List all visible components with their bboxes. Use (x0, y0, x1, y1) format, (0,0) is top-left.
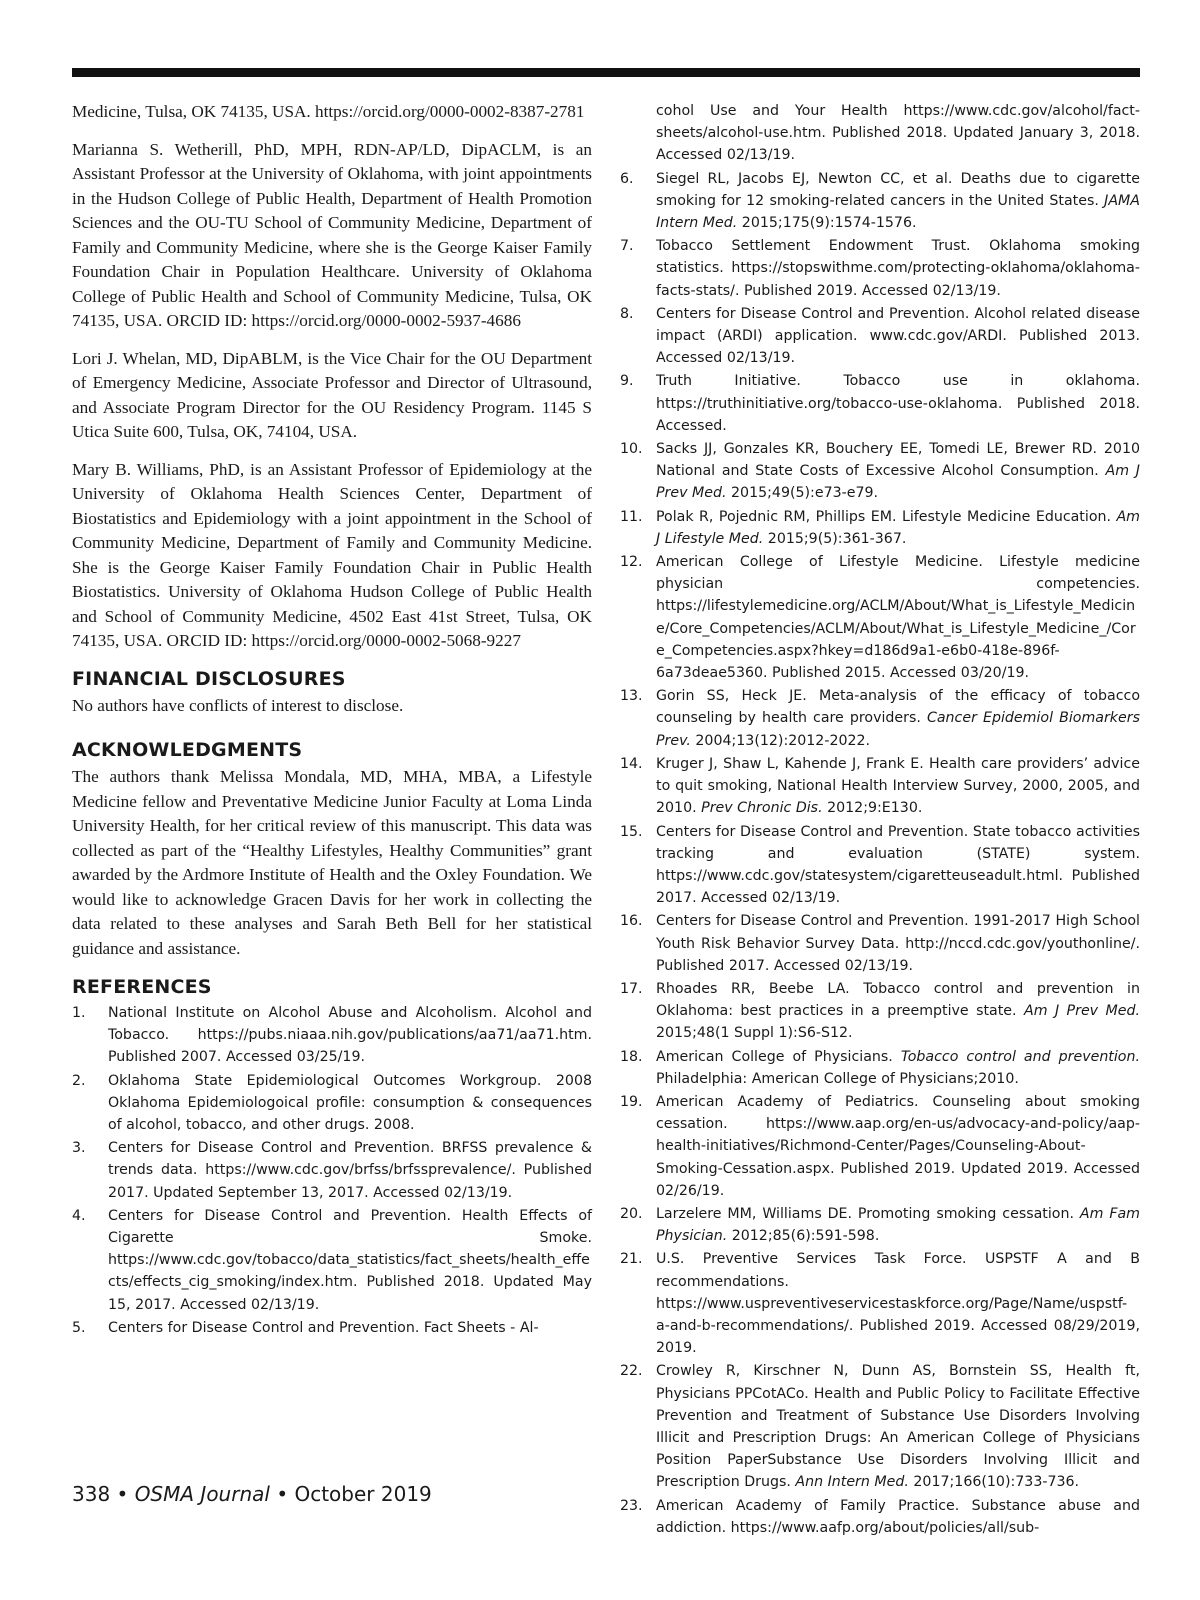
reference-item (620, 551, 1140, 684)
reference-item (620, 1248, 1140, 1359)
reference-text: Centers for Disease Control and Prevention. Alcohol related disease impact (ARDI) application. www.cdc.gov/ARDI. Published 2013. Accessed 02/13/19. (656, 305, 1140, 367)
reference-text: Rhoades RR, Beebe LA. Tobacco control and prevention in Oklahoma: best practices in a preemptive state. (656, 980, 1140, 1020)
reference-citation: 2015;175(9):1574-1576. (737, 215, 917, 232)
reference-number: 2. (72, 1072, 86, 1089)
left-column (72, 100, 592, 1340)
reference-text: Centers for Disease Control and Prevention. State tobacco activities tracking and evaluation (STATE) system. https://www.cdc.gov/statesystem/cigaretteuseadult.html. Published 2017. Accessed 02/13/19. (656, 823, 1140, 907)
reference-number: 3. (72, 1140, 86, 1157)
reference-item (620, 753, 1140, 820)
reference-journal: Am J Prev Med. (656, 463, 1140, 502)
reference-text: Kruger J, Shaw L, Kahende J, Frank E. Health care providers’ advice to quit smoking, National Health Interview Survey, 2000, 2005, and 2010. (656, 755, 1140, 817)
reference-number: 1. (72, 1005, 86, 1021)
reference-item (620, 506, 1140, 550)
reference-text: Truth Initiative. Tobacco use in oklahoma. https://truthinitiative.org/tobacco-use-oklahoma. Published 2018. Accessed. (656, 373, 1140, 434)
reference-item (72, 1317, 592, 1339)
references-list-right (620, 168, 1140, 1539)
reference-item (620, 1360, 1140, 1493)
reference-text: Centers for Disease Control and Prevention. BRFSS prevalence & trends data. https://www.cdc.gov/brfss/brfssprevalence/. Published 2017. Updated September 13, 2017. Accessed 02/13/19. (108, 1140, 592, 1201)
page-number: 338 • (72, 1482, 129, 1506)
reference-item (620, 235, 1140, 302)
reference-text: National Institute on Alcohol Abuse and Alcoholism. Alcohol and Tobacco. https://pubs.niaaa.nih.gov/publications/aa71/aa71.htm. Published 2007. Accessed 03/25/19. (108, 1005, 592, 1066)
reference-citation: 2004;13(12):2012-2022. (690, 732, 871, 749)
reference-citation: 2015;49(5):e73-e79. (726, 485, 879, 502)
page-footer (72, 1482, 432, 1506)
reference-number: 8. (620, 305, 634, 322)
reference-item (72, 1070, 592, 1137)
reference-item (620, 1091, 1140, 1202)
reference-number: 15. (620, 823, 643, 840)
reference-item (620, 168, 1140, 235)
reference-item (620, 910, 1140, 977)
acknowledgments-heading: ACKNOWLEDGMENTS (72, 739, 303, 761)
reference-journal: Am Fam Physician. (656, 1205, 1140, 1245)
reference-number: 12. (620, 554, 643, 571)
bio-paragraph: Marianna S. Wetherill, PhD, MPH, RDN-AP/LD, DipACLM, is an Assistant Professor at the University of Oklahoma, with joint appointments in the Hudson College of Public Health, Department of Health Promotion Sciences and the OU-TU School of Community Medicine, Department of Family and Community Medicine, where she is the George Kaiser Family Foundation Chair in Population Healthcare. University of Oklahoma College of Public Health and School of Community Medicine, Tulsa, OK 74135, USA. ORCID ID: https://orcid.org/0000-0002-5937-4686 (72, 139, 592, 330)
reference-text: Crowley R, Kirschner N, Dunn AS, Bornstein SS, Health ft, Physicians PPCotACo. Health and Public Policy to Facilitate Effective Prevention and Treatment of Substance Use Disorders Involving Illicit and Prescription Drugs: An American College of Physicians Position PaperSubstance Use Disorders Involving Illicit and Prescription Drugs. (656, 1363, 1140, 1491)
reference-item (620, 1203, 1140, 1247)
reference-item (620, 821, 1140, 910)
reference-number: 16. (620, 913, 643, 930)
reference-number: 23. (620, 1497, 643, 1514)
reference-citation: 2015;9(5):361-367. (763, 530, 907, 547)
reference-number: 7. (620, 238, 634, 255)
reference-number: 20. (620, 1205, 643, 1222)
right-column (620, 100, 1140, 1540)
reference-text: Larzelere MM, Williams DE. Promoting smoking cessation. (656, 1205, 1080, 1222)
references-list-left (72, 1002, 592, 1339)
reference-text: U.S. Preventive Services Task Force. USPSTF A and B recommendations. https://www.uspreventiveservicestaskforce.org/Page/Name/uspstf-a-and-b-recommendations/. Published 2019. Accessed 08/29/2019, 2019. (656, 1251, 1140, 1357)
reference-number: 4. (72, 1207, 86, 1224)
reference-continuation: cohol Use and Your Health https://www.cdc.gov/alcohol/fact-sheets/alcohol-use.htm. Published 2018. Updated January 3, 2018. Accessed 02/13/19. (656, 103, 1140, 164)
reference-number: 22. (620, 1363, 643, 1380)
reference-citation: 2015;48(1 Suppl 1):S6-S12. (656, 1025, 853, 1042)
reference-item (72, 1002, 592, 1069)
reference-number: 13. (620, 688, 643, 705)
reference-text: American Academy of Family Practice. Substance abuse and addiction. https://www.aafp.org/about/policies/all/sub- (656, 1497, 1140, 1536)
bio-paragraph: Lori J. Whelan, MD, DipABLM, is the Vice Chair for the OU Department of Emergency Medicine, Associate Professor and Director of Ultrasound, and Associate Program Director for the OU Residency Program. 1145 S Utica Suite 600, Tulsa, OK, 74104, USA. (72, 348, 592, 441)
top-rule (72, 68, 1140, 77)
reference-journal: Tobacco control and prevention. (900, 1048, 1140, 1065)
bio-paragraph: Mary B. Williams, PhD, is an Assistant Professor of Epidemiology at the University of Oklahoma Health Sciences Center, Department of Biostatistics and Epidemiology with a joint appointment in the School of Community Medicine, Department of Family and Community Medicine. She is the George Kaiser Family Foundation Chair in Public Health Biostatistics. University of Oklahoma Hudson College of Public Health and School of Community Medicine, 4502 East 41st Street, Tulsa, OK 74135, USA. ORCID ID: https://orcid.org/0000-0002-5068-9227 (72, 459, 592, 650)
reference-text: Centers for Disease Control and Prevention. 1991-2017 High School Youth Risk Behavior Survey Data. http://nccd.cdc.gov/youthonline/. Published 2017. Accessed 02/13/19. (656, 913, 1140, 974)
reference-item (620, 438, 1140, 505)
reference-journal: Am J Lifestyle Med. (656, 508, 1140, 547)
reference-text: American College of Physicians. (656, 1048, 901, 1065)
reference-item (620, 303, 1140, 370)
reference-text: Oklahoma State Epidemiological Outcomes Workgroup. 2008 Oklahoma Epidemiologoical profile: consumption & consequences of alcohol, tobacco, and other drugs. 2008. (108, 1072, 592, 1134)
reference-number: 5. (72, 1319, 86, 1336)
bio-paragraph: Medicine, Tulsa, OK 74135, USA. https://orcid.org/0000-0002-8387-2781 (72, 102, 585, 121)
reference-number: 14. (620, 755, 643, 772)
financial-disclosures-heading: FINANCIAL DISCLOSURES (72, 667, 346, 690)
reference-text: Sacks JJ, Gonzales KR, Bouchery EE, Tomedi LE, Brewer RD. 2010 National and State Costs of Excessive Alcohol Consumption. (656, 441, 1140, 480)
references-heading: REFERENCES (72, 976, 212, 998)
reference-journal: JAMA Intern Med. (656, 192, 1140, 232)
reference-item (620, 978, 1140, 1045)
reference-citation: 2017;166(10):733-736. (908, 1474, 1080, 1491)
reference-citation: Philadelphia: American College of Physicians;2010. (656, 1070, 1019, 1087)
financial-disclosures-text: No authors have conflicts of interest to disclose. (72, 695, 404, 715)
reference-journal: Ann Intern Med. (795, 1474, 909, 1491)
reference-item (620, 1046, 1140, 1090)
reference-text: Gorin SS, Heck JE. Meta-analysis of the efficacy of tobacco counseling by health care providers. (656, 688, 1140, 727)
reference-citation: 2012;85(6):591-598. (727, 1228, 880, 1245)
reference-citation: 2012;9:E130. (822, 800, 923, 817)
reference-item (72, 1137, 592, 1204)
reference-number: 17. (620, 980, 643, 997)
reference-number: 9. (620, 373, 634, 390)
issue-date: • October 2019 (276, 1482, 432, 1506)
reference-text: Tobacco Settlement Endowment Trust. Oklahoma smoking statistics. https://stopswithme.com/protecting-oklahoma/oklahoma-facts-stats/. Published 2019. Accessed 02/13/19. (656, 238, 1140, 299)
reference-item (620, 685, 1140, 752)
reference-text: American Academy of Pediatrics. Counseling about smoking cessation. https://www.aap.org/en-us/advocacy-and-policy/aap-health-initiatives/Richmond-Center/Pages/Counseling-About-Smoking-Cessation.aspx. Published 2019. Updated 2019. Accessed 02/26/19. (656, 1093, 1140, 1199)
reference-text: American College of Lifestyle Medicine. Lifestyle medicine physician competencies. https://lifestylemedicine.org/ACLM/About/What_is_Lifestyle_Medicine/Core_Competencies/ACLM/About/What_is_Lifestyle_Medicine_/Core_Competencies.aspx?hkey=d186d9a1-e6b0-418e-896f-6a73deae5360. Published 2015. Accessed 03/20/19. (656, 554, 1140, 682)
reference-journal: Prev Chronic Dis. (701, 800, 823, 817)
reference-number: 10. (620, 441, 643, 458)
reference-number: 21. (620, 1251, 643, 1268)
reference-number: 18. (620, 1048, 643, 1065)
reference-number: 11. (620, 508, 643, 525)
reference-text: Centers for Disease Control and Prevention. Health Effects of Cigarette Smoke. https://www.cdc.gov/tobacco/data_statistics/fact_sheets/health_effects/effects_cig_smoking/index.htm. Published 2018. Updated May 15, 2017. Accessed 02/13/19. (108, 1207, 592, 1313)
reference-text: Centers for Disease Control and Prevention. Fact Sheets - Al- (108, 1319, 539, 1336)
reference-journal: Cancer Epidemiol Biomarkers Prev. (656, 710, 1140, 749)
reference-item (72, 1205, 592, 1316)
journal-name: OSMA Journal (134, 1482, 270, 1506)
reference-number: 6. (620, 170, 634, 187)
reference-journal: Am J Prev Med. (1023, 1003, 1140, 1020)
reference-item (620, 370, 1140, 437)
reference-item (620, 1495, 1140, 1539)
reference-number: 19. (620, 1093, 643, 1110)
acknowledgments-text: The authors thank Melissa Mondala, MD, MHA, MBA, a Lifestyle Medicine fellow and Preventative Medicine Junior Faculty at Loma Linda University Health, for her critical review of this manuscript. This data was collected as part of the “Healthy Lifestyles, Healthy Communities” grant awarded by the Ardmore Institute of Health and the Oxley Foundation. We would like to acknowledge Gracen Davis for her work in collecting the data related to these analyses and Sarah Beth Bell for her statistical guidance and assistance. (72, 767, 592, 958)
reference-text: Polak R, Pojednic RM, Phillips EM. Lifestyle Medicine Education. (656, 508, 1117, 525)
reference-text: Siegel RL, Jacobs EJ, Newton CC, et al. Deaths due to cigarette smoking for 12 smoking-related cancers in the United States. (656, 170, 1140, 209)
